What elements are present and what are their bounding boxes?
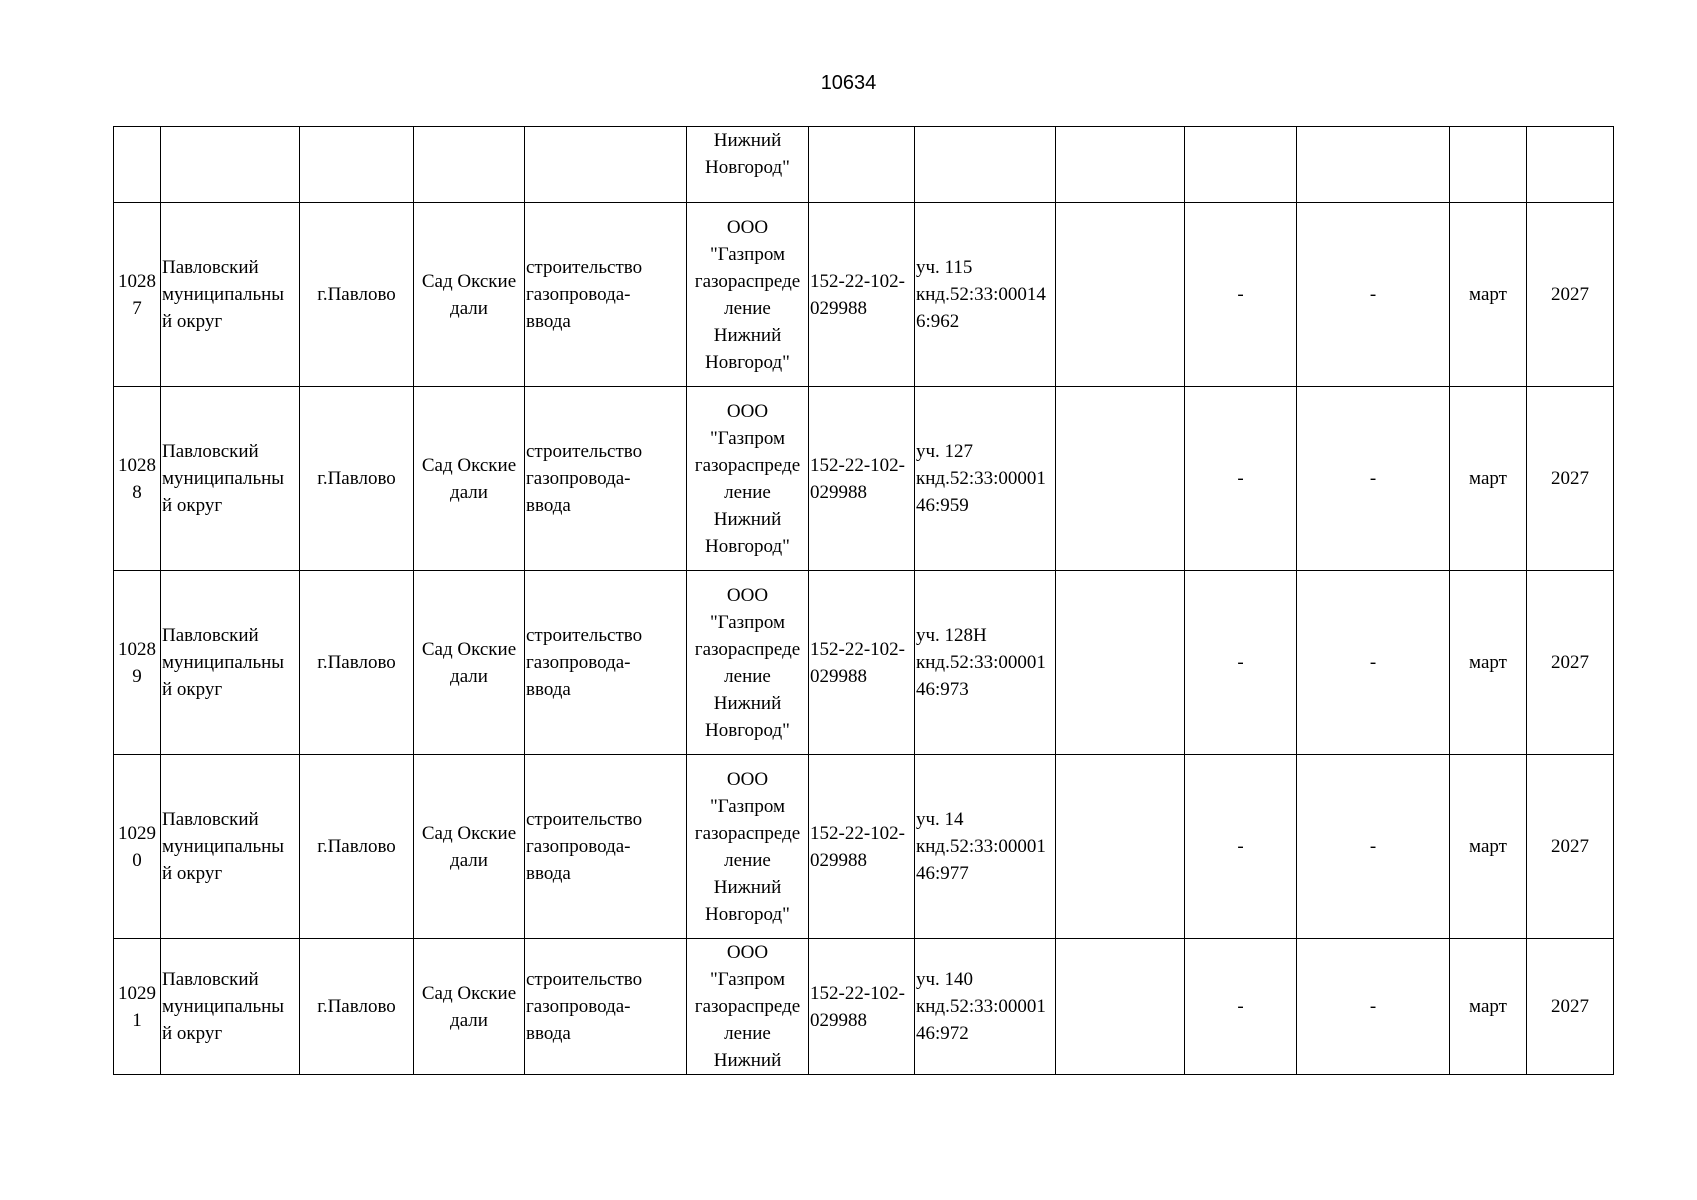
col10-text: - xyxy=(1237,836,1244,857)
cell-org xyxy=(687,755,809,939)
code-text: 152-22-102- 029988 xyxy=(810,270,905,319)
district-text: Павловский муниципальны й округ xyxy=(162,625,285,700)
org-text: ООО "Газпром газораспреде ление Нижний Новгород" xyxy=(694,400,801,557)
cell-work xyxy=(525,571,687,755)
cell-year xyxy=(1527,203,1614,387)
year-text: 2027 xyxy=(1551,284,1589,305)
col10-text: - xyxy=(1237,996,1244,1017)
cell-col10 xyxy=(1185,939,1297,1075)
cell-city xyxy=(300,755,414,939)
cell-num xyxy=(114,203,161,387)
plot-text: уч. 115 кнд.52:33:00014 6:962 xyxy=(916,257,1046,332)
plot-text: уч. 140 кнд.52:33:00001 46:972 xyxy=(916,969,1046,1044)
cell-code xyxy=(809,387,915,571)
cell-city xyxy=(300,203,414,387)
org-text: ООО "Газпром газораспреде ление Нижний Новгород" xyxy=(694,768,801,925)
cell-year xyxy=(1527,127,1614,203)
location-text: Сад Окские дали xyxy=(421,454,517,503)
work-text: строительство газопровода- ввода xyxy=(526,441,643,516)
city-text: г.Павлово xyxy=(317,996,396,1017)
org-text: ООО "Газпром газораспреде ление Нижний Новгород" xyxy=(694,216,801,373)
cell-code xyxy=(809,939,915,1075)
col11-text: - xyxy=(1369,652,1377,673)
cell-col10 xyxy=(1185,203,1297,387)
org-text: ООО "Газпром газораспреде ление Нижний xyxy=(694,942,801,1071)
cell-location xyxy=(414,755,525,939)
cell-month xyxy=(1450,127,1527,203)
cell-plot xyxy=(915,755,1056,939)
cell-district xyxy=(161,203,300,387)
cell-plot xyxy=(915,127,1056,203)
cell-plot xyxy=(915,387,1056,571)
table-row xyxy=(114,387,1614,571)
cell-year xyxy=(1527,387,1614,571)
year-text: 2027 xyxy=(1551,468,1589,489)
table-row xyxy=(114,939,1614,1075)
month-text: март xyxy=(1469,836,1507,857)
num-text: 1028 8 xyxy=(118,454,156,503)
table-row xyxy=(114,203,1614,387)
cell-district xyxy=(161,387,300,571)
num-text: 1029 0 xyxy=(118,822,156,871)
cell-org xyxy=(687,127,809,203)
district-text: Павловский муниципальны й округ xyxy=(162,969,285,1044)
cell-org xyxy=(687,387,809,571)
cell-num xyxy=(114,755,161,939)
district-text: Павловский муниципальны й округ xyxy=(162,441,285,516)
cell-city xyxy=(300,571,414,755)
cell-code xyxy=(809,755,915,939)
work-text: строительство газопровода- ввода xyxy=(526,625,643,700)
cell-work xyxy=(525,387,687,571)
cell-district xyxy=(161,127,300,203)
cell-work xyxy=(525,203,687,387)
cell-location xyxy=(414,571,525,755)
col11-text: - xyxy=(1369,468,1377,489)
district-text: Павловский муниципальны й округ xyxy=(162,257,285,332)
org-text: ООО "Газпром газораспреде ление Нижний Новгород" xyxy=(694,584,801,741)
cell-org xyxy=(687,939,809,1075)
year-text: 2027 xyxy=(1551,996,1589,1017)
page-number: 10634 xyxy=(820,72,877,94)
cell-code xyxy=(809,127,915,203)
month-text: март xyxy=(1469,284,1507,305)
cell-col11 xyxy=(1297,127,1450,203)
plot-text: уч. 14 кнд.52:33:00001 46:977 xyxy=(916,809,1046,884)
num-text: 1029 1 xyxy=(118,982,156,1031)
cell-org xyxy=(687,571,809,755)
cell-city xyxy=(300,387,414,571)
col10-text: - xyxy=(1237,652,1244,673)
num-text: 1028 7 xyxy=(118,270,156,319)
cell-col9 xyxy=(1056,755,1185,939)
cell-district xyxy=(161,939,300,1075)
code-text: 152-22-102- 029988 xyxy=(810,982,905,1031)
cell-col11 xyxy=(1297,755,1450,939)
col11-text: - xyxy=(1369,284,1377,305)
location-text: Сад Окские дали xyxy=(421,270,517,319)
cell-plot xyxy=(915,571,1056,755)
cell-plot xyxy=(915,203,1056,387)
cell-org xyxy=(687,203,809,387)
cell-num xyxy=(114,387,161,571)
col11-text: - xyxy=(1369,996,1377,1017)
cell-col10 xyxy=(1185,127,1297,203)
cell-year xyxy=(1527,755,1614,939)
plot-text: уч. 128Н кнд.52:33:00001 46:973 xyxy=(916,625,1046,700)
work-text: строительство газопровода- ввода xyxy=(526,257,643,332)
cell-location xyxy=(414,203,525,387)
cell-code xyxy=(809,571,915,755)
cell-num xyxy=(114,571,161,755)
location-text: Сад Окские дали xyxy=(421,822,517,871)
cell-work xyxy=(525,755,687,939)
cell-col10 xyxy=(1185,571,1297,755)
cell-col9 xyxy=(1056,939,1185,1075)
city-text: г.Павлово xyxy=(317,284,396,305)
plot-text: уч. 127 кнд.52:33:00001 46:959 xyxy=(916,441,1046,516)
cell-num xyxy=(114,127,161,203)
table-row-continuation xyxy=(114,127,1614,203)
table-row xyxy=(114,571,1614,755)
col10-text: - xyxy=(1237,284,1244,305)
cell-location xyxy=(414,127,525,203)
cell-col10 xyxy=(1185,755,1297,939)
cell-city xyxy=(300,939,414,1075)
work-text: строительство газопровода- ввода xyxy=(526,809,643,884)
col10-text: - xyxy=(1237,468,1244,489)
month-text: март xyxy=(1469,996,1507,1017)
cell-district xyxy=(161,755,300,939)
cell-month xyxy=(1450,571,1527,755)
cell-month xyxy=(1450,755,1527,939)
year-text: 2027 xyxy=(1551,652,1589,673)
cell-col11 xyxy=(1297,571,1450,755)
cell-work xyxy=(525,127,687,203)
code-text: 152-22-102- 029988 xyxy=(810,822,905,871)
col11-text: - xyxy=(1369,836,1377,857)
cell-year xyxy=(1527,571,1614,755)
document-table xyxy=(113,126,1614,1075)
table-body xyxy=(114,127,1614,1075)
cell-year xyxy=(1527,939,1614,1075)
cell-col11 xyxy=(1297,387,1450,571)
cell-month xyxy=(1450,939,1527,1075)
cell-plot xyxy=(915,939,1056,1075)
year-text: 2027 xyxy=(1551,836,1589,857)
org-tail-text: Нижний Новгород" xyxy=(705,130,790,178)
cell-month xyxy=(1450,203,1527,387)
city-text: г.Павлово xyxy=(317,468,396,489)
city-text: г.Павлово xyxy=(317,652,396,673)
cell-col10 xyxy=(1185,387,1297,571)
work-text: строительство газопровода- ввода xyxy=(526,969,643,1044)
cell-district xyxy=(161,571,300,755)
cell-month xyxy=(1450,387,1527,571)
cell-location xyxy=(414,387,525,571)
month-text: март xyxy=(1469,468,1507,489)
cell-col11 xyxy=(1297,939,1450,1075)
cell-code xyxy=(809,203,915,387)
cell-num xyxy=(114,939,161,1075)
cell-col9 xyxy=(1056,203,1185,387)
cell-col9 xyxy=(1056,127,1185,203)
cell-col9 xyxy=(1056,571,1185,755)
code-text: 152-22-102- 029988 xyxy=(810,454,905,503)
district-text: Павловский муниципальны й округ xyxy=(162,809,285,884)
cell-col11 xyxy=(1297,203,1450,387)
cell-col9 xyxy=(1056,387,1185,571)
num-text: 1028 9 xyxy=(118,638,156,687)
city-text: г.Павлово xyxy=(317,836,396,857)
location-text: Сад Окские дали xyxy=(421,638,517,687)
table-row xyxy=(114,755,1614,939)
cell-work xyxy=(525,939,687,1075)
month-text: март xyxy=(1469,652,1507,673)
cell-location xyxy=(414,939,525,1075)
cell-city xyxy=(300,127,414,203)
location-text: Сад Окские дали xyxy=(421,982,517,1031)
code-text: 152-22-102- 029988 xyxy=(810,638,905,687)
